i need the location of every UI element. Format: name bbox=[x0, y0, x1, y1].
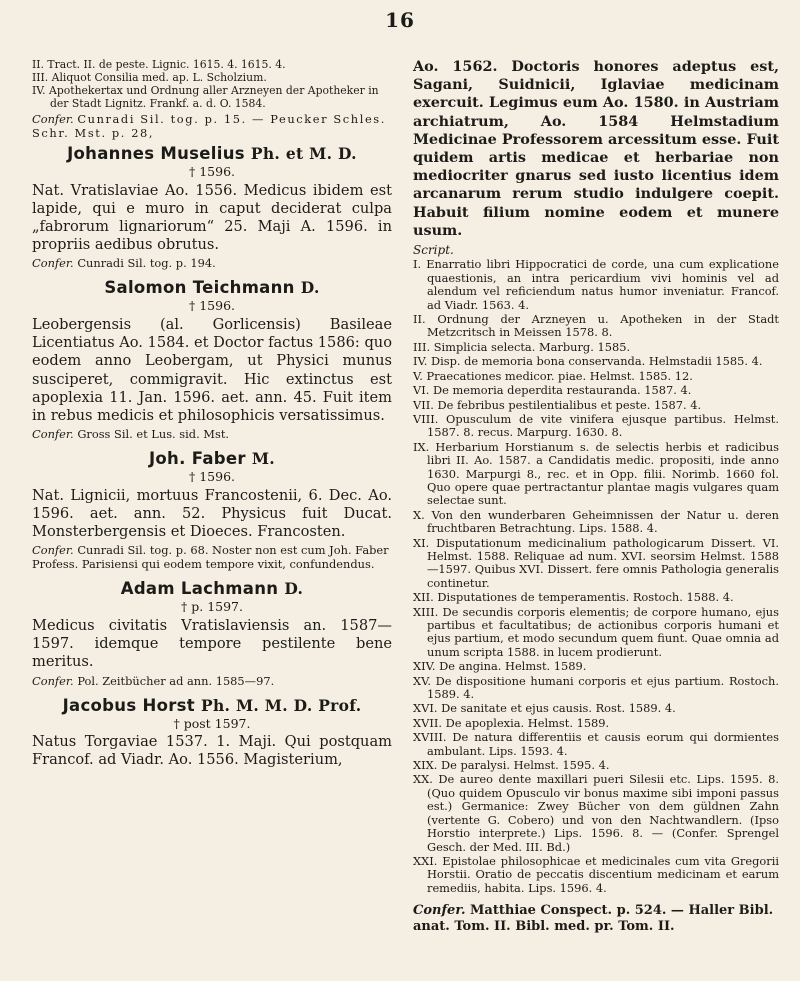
entry-faber bbox=[32, 449, 392, 571]
entry-body: Medicus civitatis Vratislaviensis an. 1587—1597. idemque tempore pestilente bene meritus. bbox=[32, 617, 392, 671]
confer-text: Cunradi Sil. tog. p. 15. — Peucker Schles. Schr. Mst. p. 28, bbox=[32, 112, 386, 140]
confer-label: Confer. bbox=[32, 427, 74, 442]
confer-text: Gross Sil. et Lus. sid. Mst. bbox=[77, 427, 230, 442]
left-column bbox=[32, 58, 392, 778]
entry-body: Leobergensis (al. Gorlicensis) Basileae Licentiatus Ao. 1584. et Doctor factus 1586: quo eodem anno Leobergam, ut Physici munus susciperet, commigravit. Hic extinctus est apoplexia 11. Jan. 1596. aet. ann. 45. Fuit item in rebus medicis et philosophicis versatissimus. bbox=[32, 316, 392, 425]
confer-text: Pol. Zeitbücher ad ann. 1585—97. bbox=[77, 673, 275, 688]
work-item: XVI. De sanitate et ejus causis. Rost. 1589. 4. bbox=[413, 701, 676, 716]
work-item: III. Simplicia selecta. Marburg. 1585. bbox=[413, 339, 631, 354]
entry-name bbox=[32, 579, 392, 599]
confer-label: Confer. bbox=[32, 543, 74, 558]
work-item: II. Ordnung der Arzneyen u. Apotheken in der Stadt Metzcritsch in Meissen 1578. 8. bbox=[413, 312, 779, 340]
entry-name bbox=[32, 696, 392, 716]
right-column bbox=[413, 58, 779, 948]
entry-title: Ph. M. M. D. Prof. bbox=[201, 695, 362, 715]
entry-body: Nat. Vratislaviae Ao. 1556. Medicus ibidem est lapide, qui e muro in caput deciderat culpa „fabrorum lignariorum“ 25. Maji A. 1596. in propriis aedibus obrutus. bbox=[32, 181, 392, 254]
works-list bbox=[413, 258, 779, 895]
confer-note bbox=[32, 256, 392, 270]
entry-name-text: Joh. Faber bbox=[148, 449, 246, 469]
work-item: XV. De dispositione humani corporis et ejus partium. Rostoch. 1589. 4. bbox=[413, 673, 779, 702]
work-item: I. Enarratio libri Hippocratici de corde, una cum explicatione quaestionis, an intra pericardium vivi hominis vel ad alendum vel reficiendum natus humor inveniatur. Francof. ad Viadr. 1563. 4. bbox=[413, 257, 779, 312]
entry-title: Ph. et M. D. bbox=[250, 144, 357, 163]
entry-title: M. bbox=[251, 449, 275, 469]
confer-note bbox=[32, 543, 392, 571]
confer-label: Confer. bbox=[32, 673, 74, 688]
entry-lachmann bbox=[32, 579, 392, 687]
confer-text: Matthiae Conspect. p. 524. — Haller Bibl. anat. Tom. II. Bibl. med. pr. Tom. II. bbox=[413, 903, 774, 935]
page-number: 16 bbox=[385, 8, 415, 32]
entry-name-text: Adam Lachmann bbox=[120, 579, 279, 599]
entry-body-continued: Ao. 1562. Doctoris honores adeptus est, Sagani, Suidnicii, Iglaviae medicinam exercuit. Legimus eum Ao. 1580. in Austriam archiatrum, Ao. 1584 Helmstadium Medicinae Professorem arcessitum esse. Fuit quidem artis medicae et herbariae non mediocriter gnarus sed iusto licentius idem arcanarum rerum studio indulgere coepit. Habuit filium nomine eodem et munere usum. bbox=[413, 58, 779, 239]
entry-muselius bbox=[32, 144, 392, 270]
work-item: XX. De aureo dente maxillari pueri Silesii etc. Lips. 1595. 8. (Quo quidem Opusculo vir bonus maxime sibi imponi passus est.) Germanice: Zwey Bücher von dem güldnen Zahn (vertente G. Cobero) und von den Nachtwandlern. (Ipso Horstio interprete.) Lips. 1596. 8. — (Confer. Sprengel Gesch. der Med. III. Bd.) bbox=[413, 772, 779, 854]
obit-date: † p. 1597. bbox=[181, 599, 243, 615]
reference-item: II. Tract. II. de peste. Lignic. 1615. 4. 1615. 4. bbox=[32, 58, 286, 71]
work-item: XVII. De apoplexia. Helmst. 1589. bbox=[413, 715, 610, 730]
confer-note bbox=[32, 427, 392, 441]
work-item: XIV. De angina. Helmst. 1589. bbox=[413, 659, 587, 674]
entry-title: D. bbox=[284, 579, 304, 599]
reference-item: IV. Apothekertax und Ordnung aller Arzneyen der Apotheker in der Stadt Lignitz. Frankf. a. d. O. 1584. bbox=[32, 84, 379, 110]
work-item bbox=[413, 244, 779, 257]
confer-note bbox=[32, 112, 392, 140]
work-item: VIII. Opusculum de vite vinifera ejusque partibus. Helmst. 1587. 8. recus. Marpurg. 1630. 8. bbox=[413, 411, 779, 440]
work-item: XVIII. De natura differentiis et causis eorum qui dormientes ambulant. Lips. 1593. 4. bbox=[413, 730, 779, 758]
obit-date: † 1596. bbox=[188, 298, 235, 314]
entry-body: Natus Torgaviae 1537. 1. Maji. Qui postquam Francof. ad Viadr. Ao. 1556. Magisterium, bbox=[32, 733, 392, 769]
work-item: XI. Disputationum medicinalium pathologicarum Dissert. VI. Helmst. 1588. Reliquae ad num. XVI. seorsim Helmst. 1588—1597. Quibus XVI. Dissert. fere omnis Pathologia generalis continetur. bbox=[413, 535, 779, 590]
work-item: VII. De febribus pestilentialibus et peste. 1587. 4. bbox=[413, 397, 702, 412]
reference-list bbox=[32, 58, 392, 110]
work-item: IX. Herbarium Horstianum s. de selectis herbis et radicibus libri II. Ao. 1587. a Candidatis medic. propositi, inde anno 1630. Marpurgi 8., rec. et in Opp. filii. Norimb. 1660 fol. Quo opere quae pertractantur plantae magis vulgares quam selectae sunt. bbox=[413, 439, 779, 508]
confer-label: Confer. bbox=[32, 112, 74, 126]
entry-horst bbox=[32, 696, 392, 770]
confer-note bbox=[413, 903, 779, 935]
entry-name bbox=[32, 144, 392, 164]
script-label: Script. bbox=[413, 243, 454, 258]
obit-date: † 1596. bbox=[188, 469, 235, 485]
entry-name bbox=[32, 278, 392, 298]
confer-label: Confer. bbox=[32, 256, 74, 271]
work-item: XIX. De paralysi. Helmst. 1595. 4. bbox=[413, 758, 610, 773]
entry-body: Nat. Lignicii, mortuus Francostenii, 6. Dec. Ao. 1596. aet. ann. 52. Physicus fuit Ducat. Monsterbergensis et Dioeces. Francosten. bbox=[32, 486, 392, 541]
confer-text: Cunradi Sil. tog. p. 68. Noster non est cum Joh. Faber Profess. Parisiensi qui eodem tempore vixit, confundendus. bbox=[32, 543, 389, 572]
work-item: VI. De memoria deperdita restauranda. 1587. 4. bbox=[413, 383, 692, 398]
work-item: XII. Disputationes de temperamentis. Rostoch. 1588. 4. bbox=[413, 590, 734, 605]
work-item: X. Von den wunderbaren Geheimnissen der Natur u. deren fruchtbaren Betrachtung. Lips. 1588. 4. bbox=[413, 507, 779, 536]
entry-title: D. bbox=[300, 278, 320, 298]
entry-name-text: Salomon Teichmann bbox=[104, 278, 295, 298]
entry-name-text: Jacobus Horst bbox=[62, 695, 195, 715]
entry-name bbox=[32, 449, 392, 469]
work-item: IV. Disp. de memoria bona conservanda. Helmstadii 1585. 4. bbox=[413, 354, 763, 369]
work-item: XXI. Epistolae philosophicae et medicinales cum vita Gregorii Horstii. Oratio de peccatis discentium medicinam et earum remediis, habita. Lips. 1596. 4. bbox=[413, 853, 779, 895]
obit-date: † 1596. bbox=[188, 164, 235, 179]
work-item: XIII. De secundis corporis elementis; de corpore humano, ejus partibus et facultatibus; de actionibus corporis humani et ejus partium, et modo secundum quem fiunt. Quae omnia ad unum scripta 1588. in lucem prodierunt. bbox=[413, 604, 779, 659]
obit-date: † post 1597. bbox=[173, 715, 251, 731]
confer-label: Confer. bbox=[413, 903, 466, 919]
confer-note bbox=[32, 674, 392, 688]
confer-text: Cunradi Sil. tog. p. 194. bbox=[77, 256, 216, 271]
work-item: V. Praecationes medicor. piae. Helmst. 1585. 12. bbox=[413, 368, 693, 383]
entry-teichmann bbox=[32, 278, 392, 441]
entry-name-text: Johannes Muselius bbox=[67, 144, 245, 163]
reference-item: III. Aliquot Consilia med. ap. L. Scholzium. bbox=[32, 71, 267, 84]
